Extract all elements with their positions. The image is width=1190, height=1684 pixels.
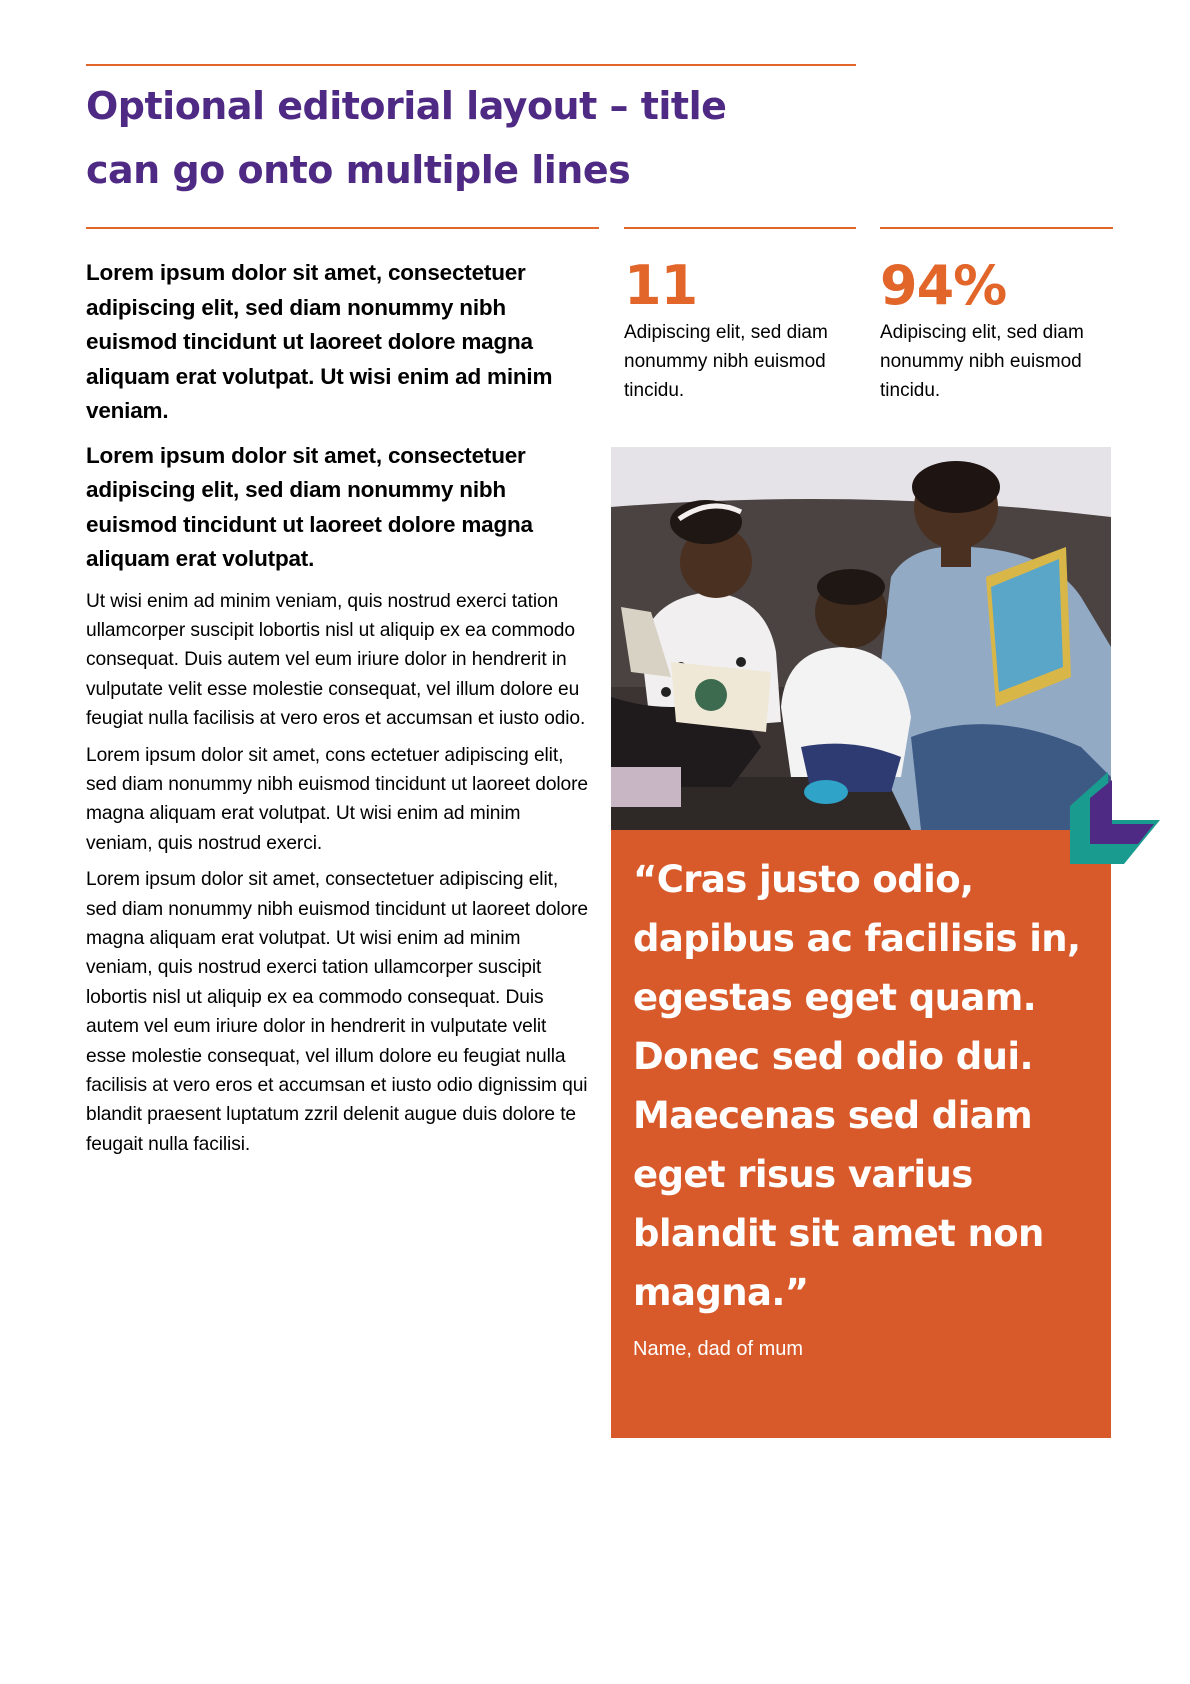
family-reading-photo [611,447,1111,830]
intro-paragraph: Lorem ipsum dolor sit amet, consectetuer adipiscing elit, sed diam nonummy nibh euismod tincidunt ut laoreet dolore magna aliquam erat volutpat. Ut wisi enim ad minim veniam. [86,260,553,423]
stat-description: Adipiscing elit, sed diam nonummy nibh euismod tincidu. [880,322,1084,401]
stat-value: 11 [624,254,698,317]
stat-value: 94% [880,254,1007,317]
pull-quote-text: “Cras justo odio, dapibus ac facilisis in, egestas eget quam. Donec sed odio dui. Maecenas sed diam eget risus varius blandit sit amet non magna.” [633,858,1081,1314]
quote-attribution: Name, dad of mum [633,1338,804,1360]
stat-block [624,256,844,405]
body-paragraph: Lorem ipsum dolor sit amet, cons ectetuer adipiscing elit, sed diam nonummy nibh euismod tincidunt ut laoreet dolore magna aliquam erat volutpat. Ut wisi enim ad minim veniam, quis nostrud exerci. [86,744,588,854]
body-paragraph: Ut wisi enim ad minim veniam, quis nostrud exerci tation ullamcorper suscipit lobortis nisl ut aliquip ex ea commodo consequat. Duis autem vel eum iriure dolor in hendrerit in vulputate velit esse molestie consequat, vel illum dolore eu feugiat nulla facilisis at vero eros et accumsan et iusto odio. [86,590,586,730]
page-title: Optional editorial layout – title can go onto multiple lines [86,84,727,192]
top-rule [86,64,856,66]
folded-corner-decoration-icon [1068,772,1168,870]
stat-description: Adipiscing elit, sed diam nonummy nibh euismod tincidu. [624,322,828,401]
stat-2-rule [880,227,1113,229]
stat-1-rule [624,227,856,229]
intro-paragraph: Lorem ipsum dolor sit amet, consectetuer adipiscing elit, sed diam nonummy nibh euismod tincidunt ut laoreet dolore magna aliquam erat volutpat. [86,442,533,571]
left-column-rule [86,227,599,229]
pull-quote-box [611,830,1111,1438]
body-paragraph: Lorem ipsum dolor sit amet, consectetuer adipiscing elit, sed diam nonummy nibh euismod tincidunt ut laoreet dolore magna aliquam erat volutpat. Ut wisi enim ad minim veniam, quis nostrud exerci tation ullamcorper suscipit lobortis nisl ut aliquip ex ea commodo consequat. Duis autem vel eum iriure dolor in hendrerit in vulputate velit esse molestie consequat, vel illum dolore eu feugiat nulla facilisis at vero eros et accumsan et iusto odio dignissim qui blandit praesent luptatum zzril delenit augue duis dolore te feugait nulla facilisi. [86,869,588,1155]
stat-block [880,256,1100,405]
article-body [86,256,591,1166]
